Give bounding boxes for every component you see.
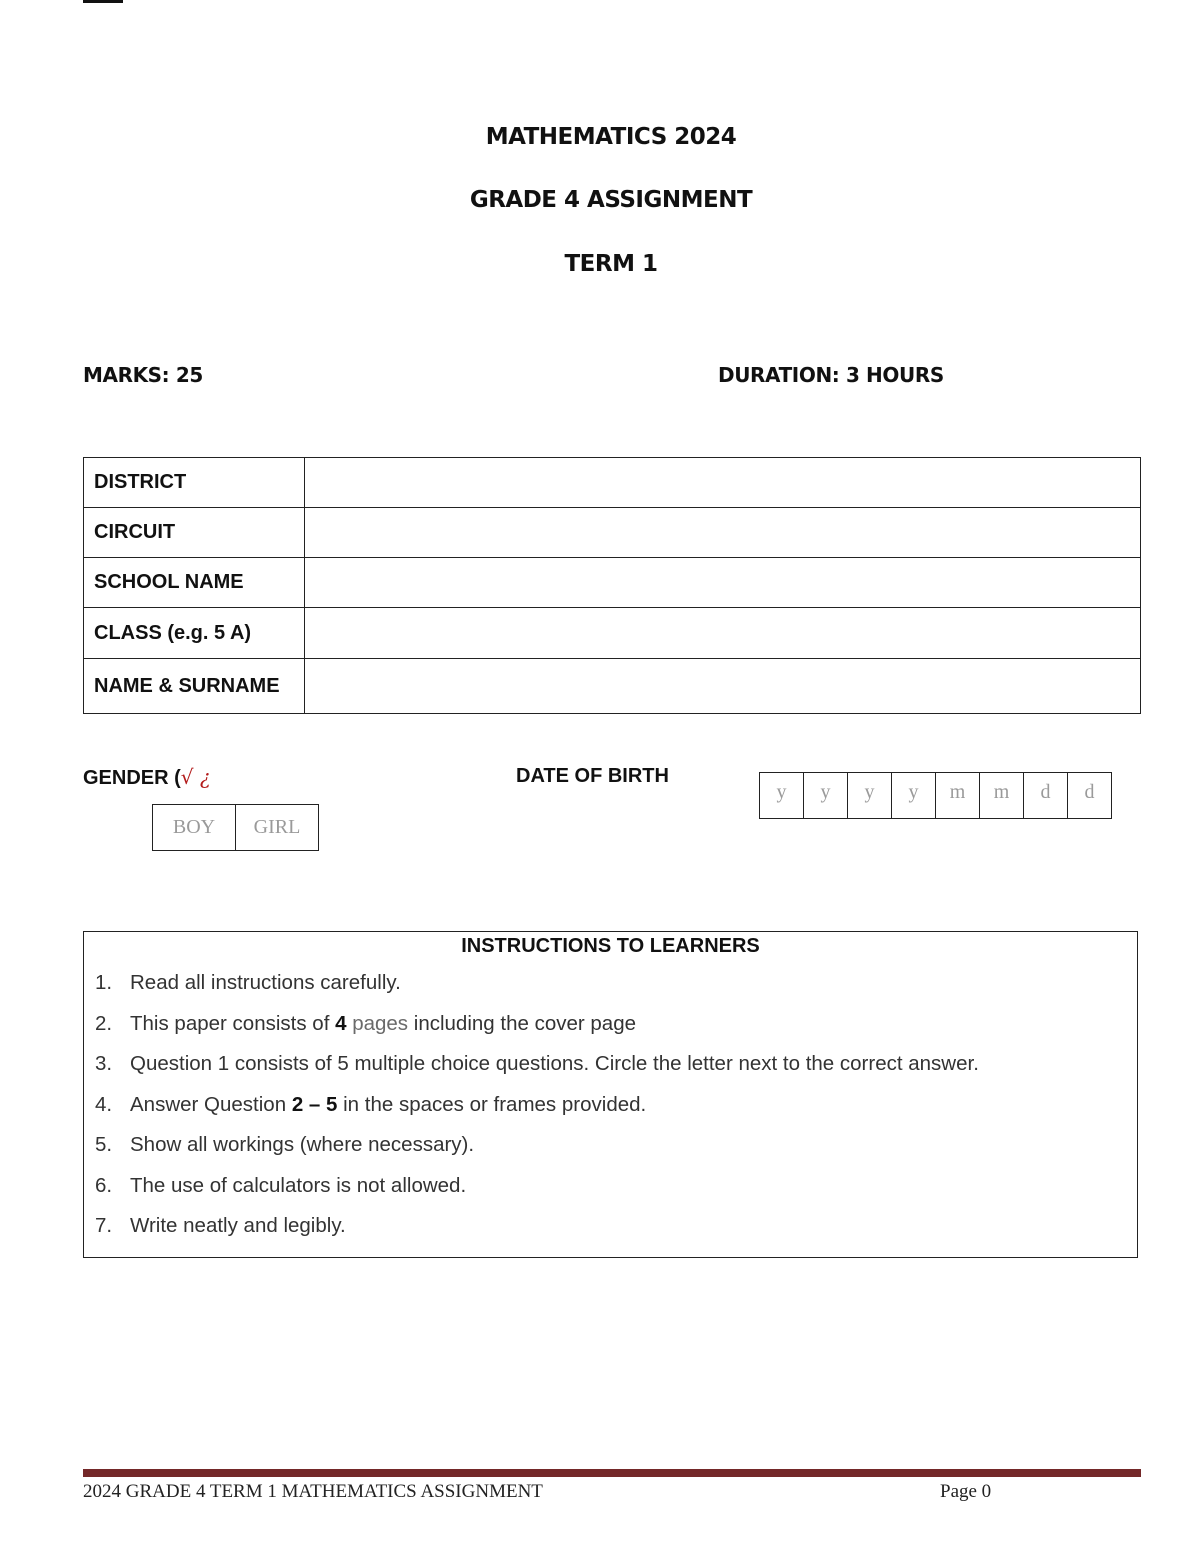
text-fragment: Write neatly and legibly. (130, 1214, 346, 1237)
footer-rule (83, 1469, 1141, 1477)
gender-option-boy[interactable]: BOY (172, 816, 216, 838)
dob-year-box[interactable]: y (776, 781, 787, 803)
text-fragment: Read all instructions carefully. (130, 971, 401, 994)
list-item-number: 5. (95, 1133, 113, 1156)
name-surname-label: NAME & SURNAME (84, 659, 305, 714)
text-fragment: Answer Question (130, 1092, 292, 1116)
corner-mark (83, 0, 123, 3)
circuit-field[interactable] (305, 508, 1141, 558)
learner-info-table (83, 457, 1141, 714)
page-title: MATHEMATICS 2024 (485, 124, 737, 150)
list-item-text (130, 966, 401, 1007)
district-field[interactable] (305, 458, 1141, 508)
table-row (84, 659, 1141, 714)
instructions-box (83, 931, 1138, 1258)
text-fragment: Show all workings (where necessary). (130, 1133, 475, 1156)
text-fragment: Question 1 consists of 5 multiple choice questions. Circle the letter next to the correct answer. (130, 1052, 979, 1075)
list-item-number: 1. (95, 971, 113, 994)
dob-month-box[interactable]: m (979, 773, 1023, 818)
dob-day-box[interactable]: d (1023, 773, 1067, 818)
name-surname-field[interactable] (305, 659, 1141, 714)
list-item (84, 966, 1137, 1007)
dob-day-box[interactable]: d (1067, 773, 1111, 818)
list-item-text (130, 1047, 979, 1088)
list-item-number: 7. (95, 1214, 113, 1237)
list-item (84, 1128, 1137, 1169)
gender-option-girl[interactable]: GIRL (235, 805, 318, 850)
list-item (84, 1169, 1137, 1210)
marks-label: MARKS: 25 (83, 363, 203, 387)
class-label: CLASS (e.g. 5 A) (84, 608, 305, 659)
dob-year-box[interactable]: y (847, 773, 891, 818)
table-row (84, 608, 1141, 659)
circuit-label: CIRCUIT (84, 508, 305, 558)
text-fragment: in the spaces or frames provided. (337, 1092, 647, 1116)
list-item-text (130, 1209, 346, 1250)
list-item (84, 1088, 1137, 1129)
text-fragment: pages (346, 1011, 409, 1035)
dob-year-box[interactable]: y (803, 773, 847, 818)
text-fragment: The use of calculators is not allowed. (130, 1173, 467, 1197)
gender-label-text: GENDER ( (83, 767, 181, 789)
term-heading: TERM 1 (564, 251, 658, 277)
list-item (84, 1209, 1137, 1250)
list-item (84, 1047, 1137, 1088)
text-fragment: This paper consists of (130, 1011, 336, 1035)
school-name-field[interactable] (305, 558, 1141, 608)
class-field[interactable] (305, 608, 1141, 659)
district-label: DISTRICT (84, 458, 305, 508)
instructions-list (84, 966, 1137, 1250)
emphasis-text: 4 (335, 1011, 347, 1035)
dob-year-box[interactable]: y (891, 773, 935, 818)
footer-title: 2024 GRADE 4 TERM 1 MATHEMATICS ASSIGNMENT (83, 1481, 543, 1502)
page-number: Page 0 (940, 1481, 992, 1502)
duration-label: DURATION: 3 HOURS (718, 363, 944, 387)
list-item-number: 6. (95, 1173, 113, 1197)
table-row (84, 458, 1141, 508)
list-item-text (130, 1088, 646, 1129)
emphasis-text: 2 – 5 (291, 1092, 338, 1116)
list-item-text (130, 1128, 474, 1169)
text-fragment: including the cover page (408, 1011, 636, 1035)
list-item-number: 2. (95, 1011, 113, 1035)
gender-label (83, 765, 211, 790)
dob-month-box[interactable]: m (935, 773, 979, 818)
table-row (84, 558, 1141, 608)
tick-mark-icon: √ ¿ (180, 765, 211, 789)
list-item (84, 1007, 1137, 1048)
list-item-number: 3. (95, 1052, 113, 1075)
list-item-text (130, 1169, 466, 1210)
list-item-text (130, 1007, 636, 1048)
page-subtitle: GRADE 4 ASSIGNMENT (469, 187, 753, 213)
list-item-number: 4. (95, 1092, 113, 1116)
dob-label: DATE OF BIRTH (516, 765, 669, 787)
school-name-label: SCHOOL NAME (84, 558, 305, 608)
dob-boxes (759, 772, 1112, 819)
table-row (84, 508, 1141, 558)
instructions-heading: INSTRUCTIONS TO LEARNERS (461, 935, 760, 957)
gender-boxes (152, 804, 319, 851)
